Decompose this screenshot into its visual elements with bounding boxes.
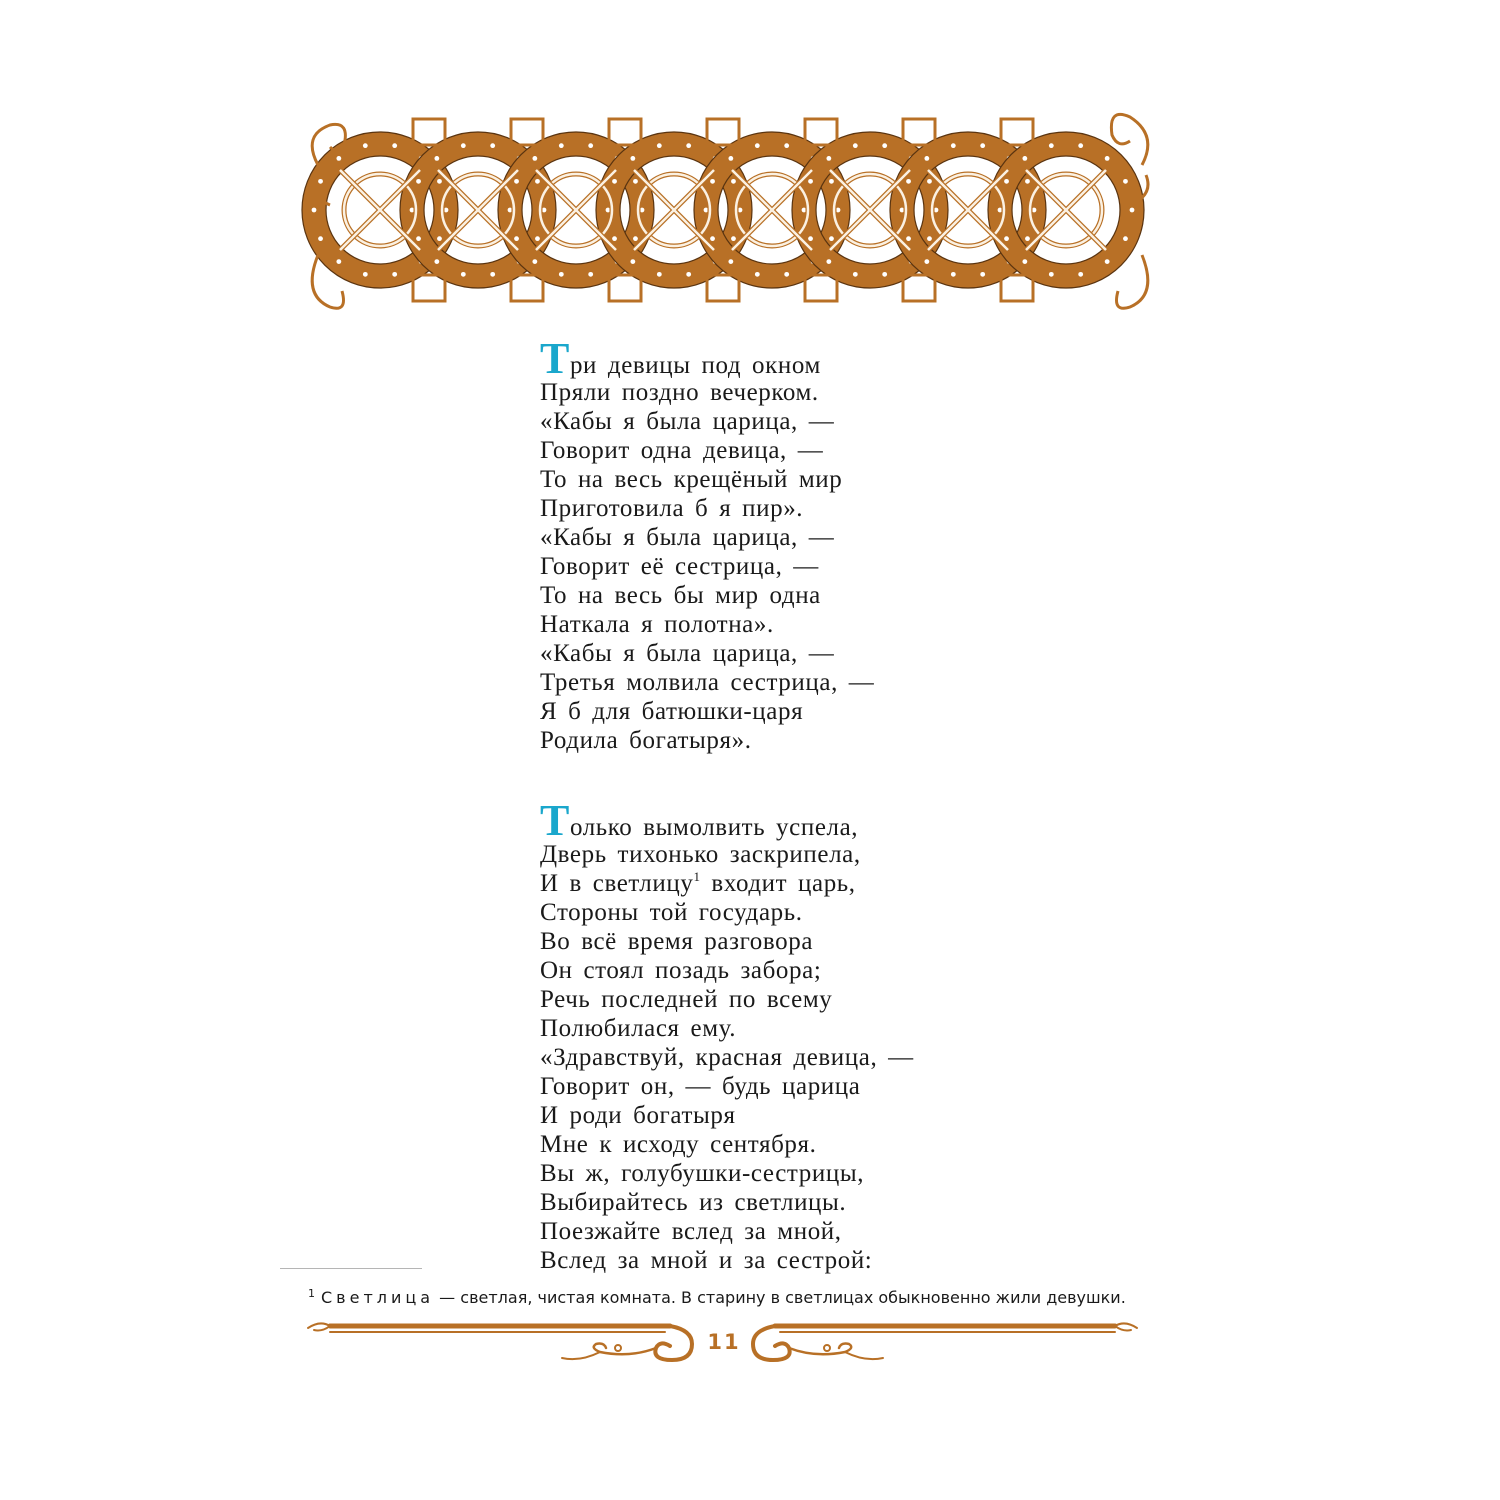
poem-line: Выбирайтесь из светлицы. — [540, 1189, 847, 1216]
line-text-after: входит царь, — [700, 870, 856, 897]
poem-line — [540, 755, 1100, 784]
line-text-before: И в светлицу — [540, 870, 694, 897]
poem-line: И роди богатыря — [540, 1102, 736, 1129]
page-number: 11 — [707, 1330, 741, 1354]
stanza-1-lines — [540, 378, 1100, 784]
poem-line: Речь последней по всему — [540, 986, 833, 1013]
poem — [540, 334, 1100, 1322]
poem-line: «Кабы я была царица, — — [540, 524, 835, 551]
footnote-rule — [280, 1268, 422, 1269]
poem-line: Говорит он, — будь царица — [540, 1073, 861, 1100]
stanza-2-lines — [540, 840, 1100, 1304]
poem-line — [540, 334, 1100, 383]
poem-line: Наткала я полотна». — [540, 611, 774, 638]
poem-line: Пряли поздно вечерком. — [540, 379, 819, 406]
poem-line: Я б для батюшки-царя — [540, 698, 804, 725]
poem-line: «Кабы я была царица, — — [540, 408, 835, 435]
drop-cap-initial: Т — [540, 796, 570, 845]
footnote — [308, 1282, 1408, 1310]
poem-line: Вы ж, голубушки-сестрицы, — [540, 1160, 865, 1187]
poem-line: То на весь крещёный мир — [540, 466, 843, 493]
poem-line: Стороны той государь. — [540, 899, 803, 926]
drop-cap-initial: Т — [540, 334, 570, 383]
first-line-text: ри девицы под окном — [569, 352, 821, 379]
first-line-text: олько вымолвить успела, — [569, 814, 859, 841]
poem-line — [540, 869, 1100, 898]
poem-line: Родила богатыря». — [540, 727, 752, 754]
poem-line: «Здравствуй, красная девица, — — [540, 1044, 914, 1071]
footnote-mark: 1 — [308, 1287, 315, 1300]
poem-line: То на весь бы мир одна — [540, 582, 821, 609]
poem-line: Говорит её сестрица, — — [540, 553, 819, 580]
footnote-term: Светлица — [321, 1288, 435, 1307]
poem-line: Приготовила б я пир». — [540, 495, 804, 522]
poem-line: Мне к исходу сентября. — [540, 1131, 817, 1158]
poem-line: «Кабы я была царица, — — [540, 640, 835, 667]
celtic-knot-band-ornament — [300, 95, 1160, 325]
poem-line: Поезжайте вслед за мной, — [540, 1218, 842, 1245]
poem-line: Он стоял позадь забора; — [540, 957, 822, 984]
poem-line: Полюбилася ему. — [540, 1015, 737, 1042]
poem-line: Третья молвила сестрица, — — [540, 669, 875, 696]
stanza-1 — [540, 334, 1100, 784]
footnote-reference: 1 — [693, 869, 701, 884]
poem-line: Говорит одна девица, — — [540, 437, 824, 464]
poem-line — [540, 796, 1100, 845]
stanza-2 — [540, 796, 1100, 1304]
poem-line: Во всё время разговора — [540, 928, 814, 955]
poem-line: Дверь тихонько заскрипела, — [540, 841, 861, 868]
poem-line: Вслед за мной и за сестрой: — [540, 1247, 873, 1274]
footnote-text: — светлая, чистая комната. В старину в светлицах обыкновенно жили девушки. — [434, 1288, 1126, 1307]
